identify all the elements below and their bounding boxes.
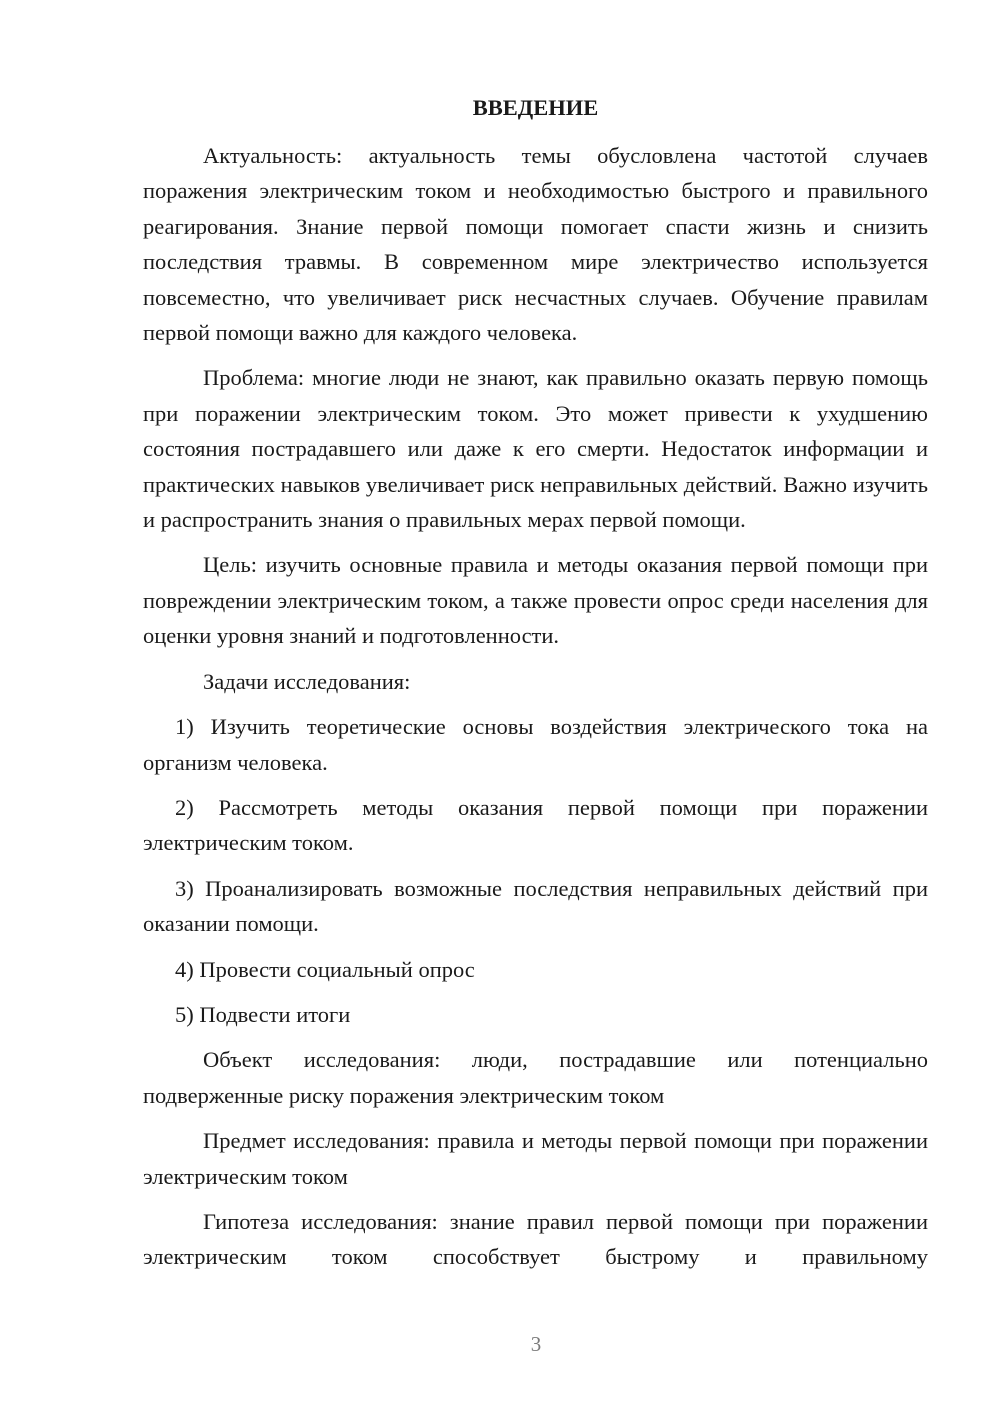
hypothesis-paragraph: Гипотеза исследования: знание правил первой помощи при поражении электрическим током способствует быстрому и правильному [143, 1208, 928, 1270]
object-paragraph: Объект исследования: люди, пострадавшие или потенциально подверженные риску поражения электрическим током [143, 1047, 928, 1108]
task-item-4: 4) Провести социальный опрос [175, 956, 475, 982]
tasks-heading: Задачи исследования: [203, 668, 411, 694]
page-number: 3 [530, 1332, 542, 1356]
task-item-1: 1) Изучить теоретические основы воздействия электрического тока на организм человека. [143, 714, 928, 775]
relevance-paragraph: Актуальность: актуальность темы обусловлена частотой случаев поражения электрическим током и необходимостью быстрого и правильного реагирования. Знание первой помощи помогает спасти жизнь и снизить последствия травмы. В современном мире электричество используется повсеместно, что увеличивает риск несчастных случаев. Обучение правилам первой помощи важно для каждого человека. [143, 143, 928, 346]
problem-paragraph: Проблема: многие люди не знают, как правильно оказать первую помощь при поражении электрическим током. Это может привести к ухудшению состояния пострадавшего или даже к его смерти. Недостаток информации и практических навыков увеличивает риск неправильных действий. Важно изучить и распространить знания о правильных мерах первой помощи. [143, 365, 928, 533]
task-item-5: 5) Подвести итоги [175, 1001, 351, 1027]
task-item-2: 2) Рассмотреть методы оказания первой помощи при поражении электрическим током. [143, 794, 928, 856]
goal-paragraph: Цель: изучить основные правила и методы оказания первой помощи при повреждении электрическим током, а также провести опрос среди населения для оценки уровня знаний и подготовленности. [143, 552, 928, 649]
task-item-3: 3) Проанализировать возможные последствия неправильных действий при оказании помощи. [143, 875, 928, 937]
document-page [143, 88, 928, 1285]
page-title: ВВЕДЕНИЕ [472, 95, 599, 120]
subject-paragraph: Предмет исследования: правила и методы первой помощи при поражении электрическим током [143, 1128, 928, 1189]
